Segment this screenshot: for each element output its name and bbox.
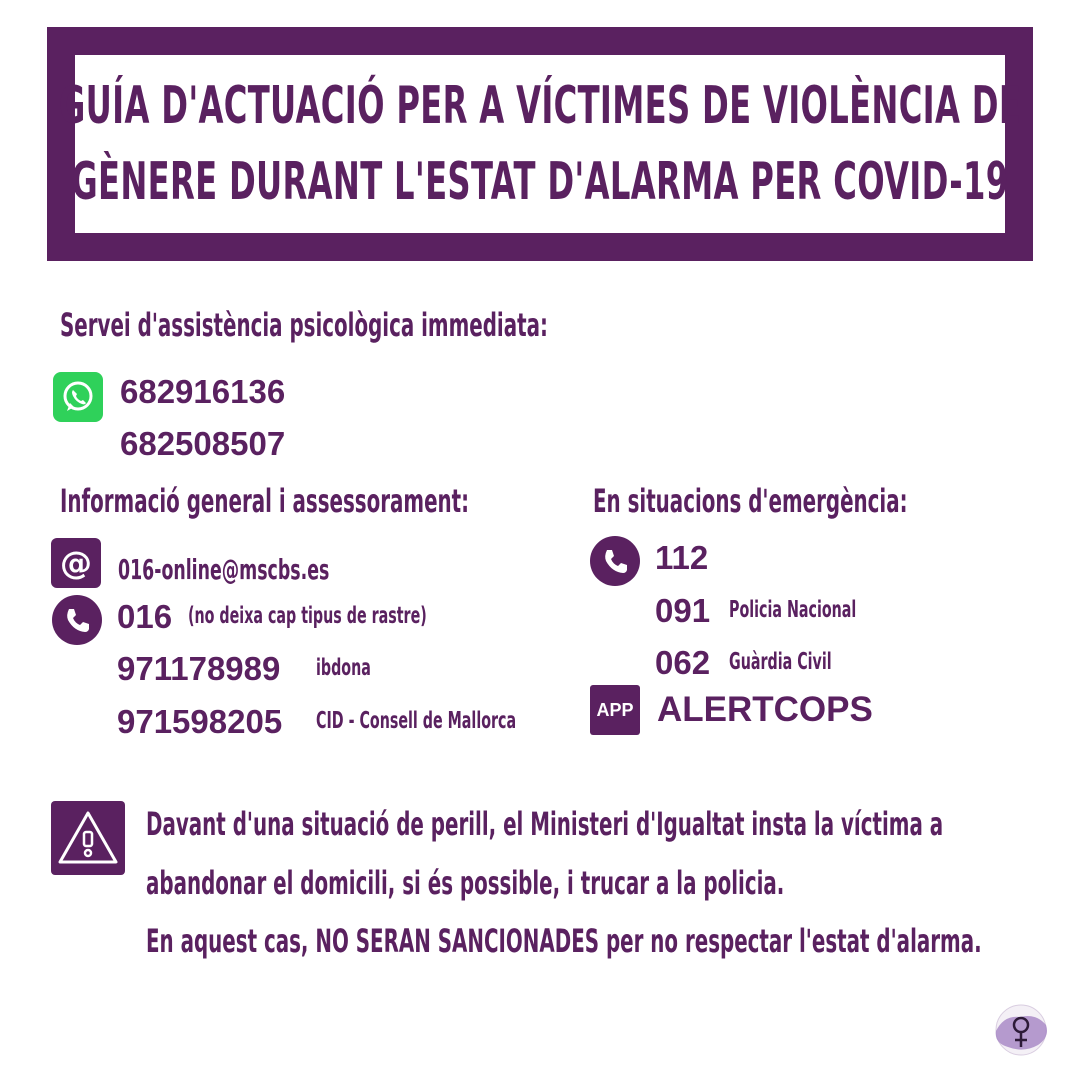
psych-phone-1[interactable]: 682916136: [120, 373, 286, 410]
emergency-heading: En situacions d'emergència:: [593, 482, 908, 520]
warning-line-1: Davant d'una situació de perill, el Ministeri d'Igualtat insta la víctima a: [146, 805, 944, 843]
emergency-note-062: Guàrdia Civil: [729, 649, 832, 675]
emergency-note-091: Policia Nacional: [729, 597, 857, 623]
not-sanctioned-emphasis: NO SERAN SANCIONADES: [315, 922, 600, 960]
psych-phone-2[interactable]: 682508507: [120, 425, 286, 462]
info-heading: Informació general i assessorament:: [60, 482, 470, 520]
info-note-cid: CID - Consell de Mallorca: [316, 708, 517, 734]
info-number-016[interactable]: 016: [117, 598, 173, 635]
info-note-016: (no deixa cap tipus de rastre): [188, 603, 427, 629]
emergency-number-091[interactable]: 091: [655, 592, 711, 629]
title-line-1: GUÍA D'ACTUACIÓ PER A VÍCTIMES DE VIOLÈNCIA DE: [58, 76, 1022, 136]
info-number-ibdona[interactable]: 971178989: [117, 650, 281, 687]
psychological-heading: Servei d'assistència psicològica immediata:: [60, 306, 548, 344]
feminist-logo: [990, 1003, 1052, 1057]
alertcops-app[interactable]: ALERTCOPS: [657, 690, 873, 729]
warning-line-2: abandonar el domicili, si és possible, i trucar a la policia.: [146, 864, 785, 902]
warning-line-3: En aquest cas, NO SERAN SANCIONADES per no respectar l'estat d'alarma.: [146, 922, 982, 960]
emergency-number-062[interactable]: 062: [655, 644, 711, 681]
warning-icon: [51, 801, 125, 875]
title-line-2: GÈNERE DURANT L'ESTAT D'ALARMA PER COVID-19: [71, 152, 1009, 212]
title-box: [58, 55, 1022, 233]
app-badge-icon: APP: [590, 685, 640, 735]
title-banner: [47, 27, 1033, 261]
whatsapp-icon: [53, 372, 103, 422]
emergency-phone-icon: [590, 536, 640, 586]
email-link[interactable]: 016-online@mscbs.es: [118, 553, 330, 586]
info-number-cid[interactable]: 971598205: [117, 703, 283, 740]
emergency-number-112[interactable]: 112: [655, 539, 709, 576]
email-icon: @: [51, 538, 101, 588]
phone-icon: [52, 595, 102, 645]
info-note-ibdona: ibdona: [316, 655, 371, 681]
